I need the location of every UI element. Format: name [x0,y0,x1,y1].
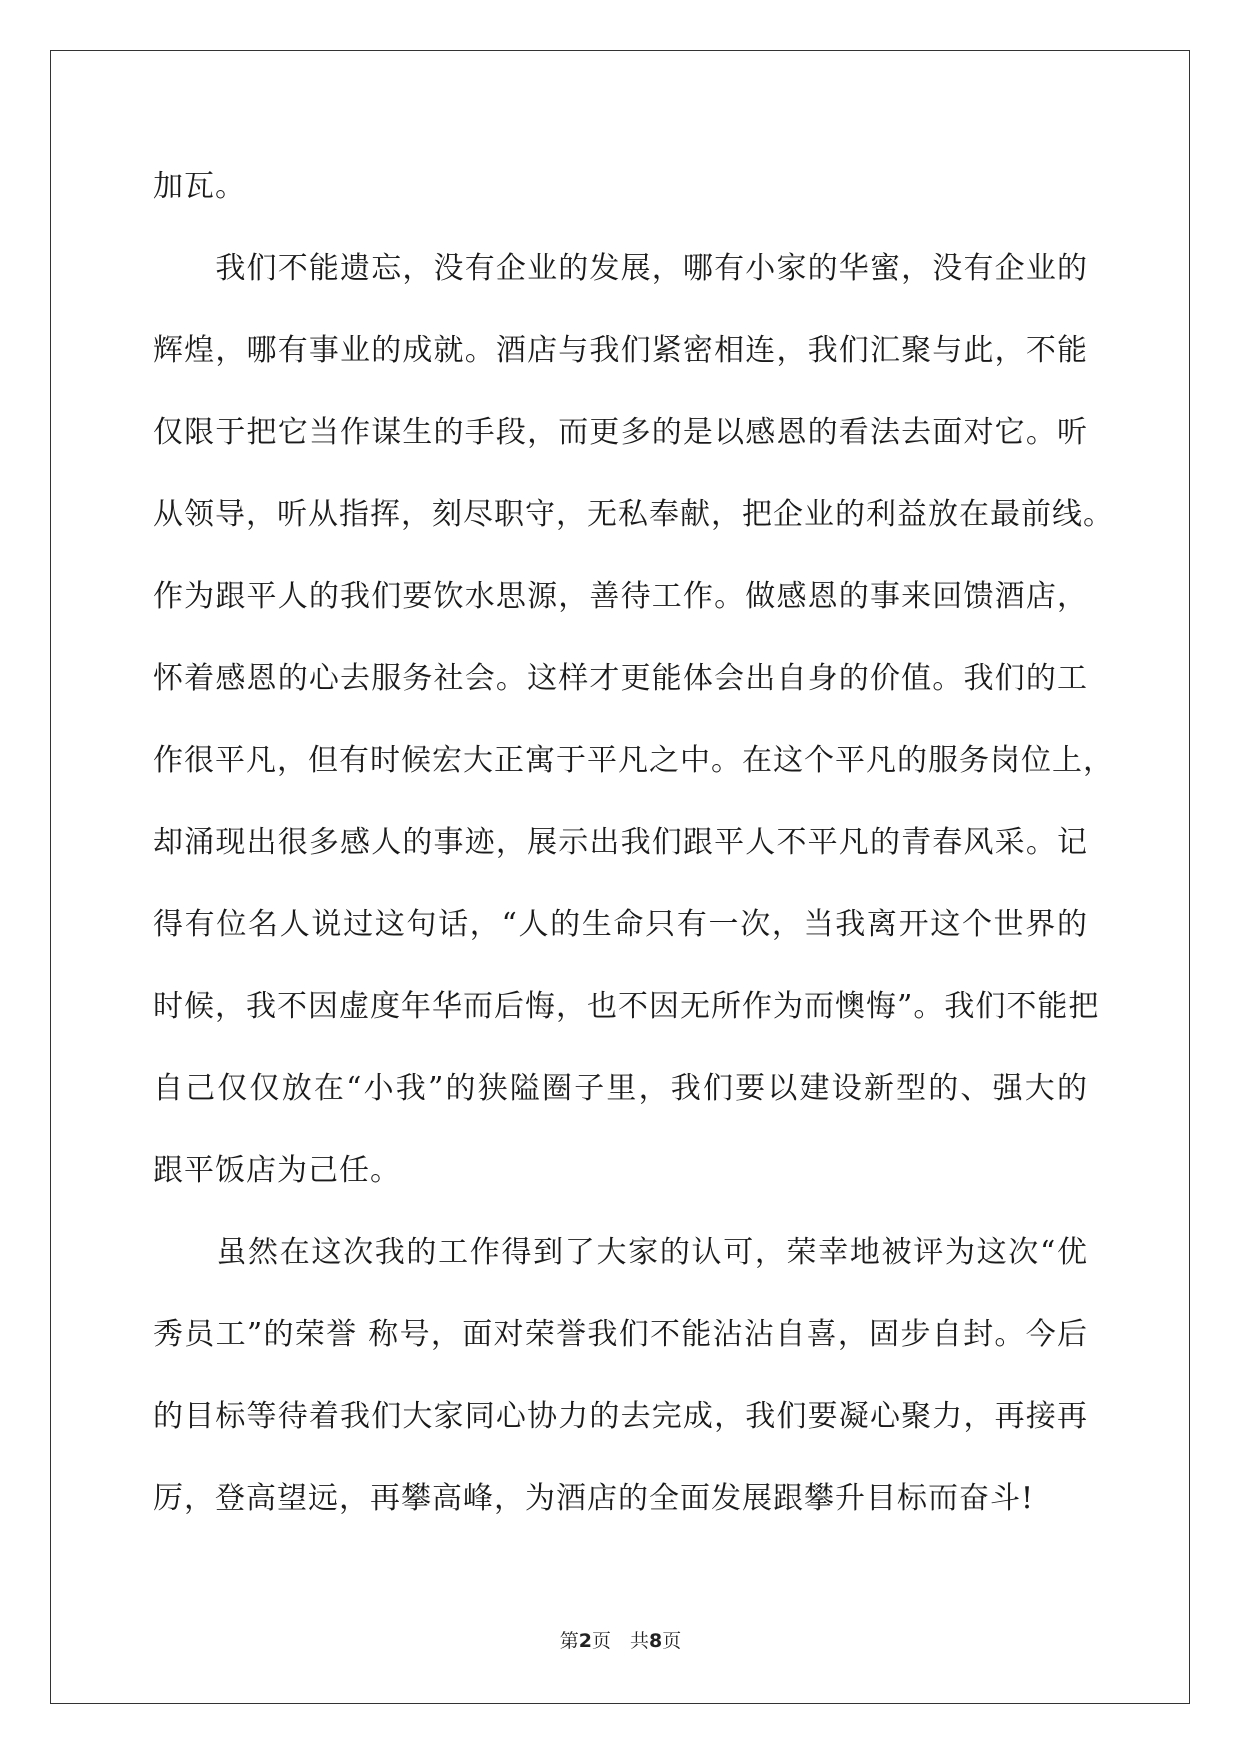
text-line: 时候，我不因虚度年华而后悔，也不因无所作为而懊悔”。我们不能把 [153,989,1100,1024]
text-line: 辉煌，哪有事业的成就。酒店与我们紧密相连，我们汇聚与此，不能 [153,333,1088,368]
text-line: 从领导，听从指挥，刻尽职守，无私奉献，把企业的利益放在最前线。 [153,497,1114,532]
text-line: 跟平饭店为己任。 [153,1153,401,1188]
text-line: 作为跟平人的我们要饮水思源，善待工作。做感恩的事来回馈酒店， [153,579,1088,614]
text-line: 仅限于把它当作谋生的手段，而更多的是以感恩的看法去面对它。听 [153,415,1088,450]
text-line: 加瓦。 [153,169,246,204]
text-line: 自己仅仅放在“小我”的狭隘圈子里，我们要以建设新型的、强大的 [153,1071,1088,1106]
text-line: 作很平凡，但有时候宏大正寓于平凡之中。在这个平凡的服务岗位上， [153,743,1114,778]
page-suffix: 页 [662,1630,682,1652]
page-border [50,50,1190,1704]
current-page-number: 2 [578,1630,592,1652]
text-line: 我们不能遗忘，没有企业的发展，哪有小家的华蜜，没有企业的 [153,251,1088,286]
text-line: 得有位名人说过这句话，“人的生命只有一次，当我离开这个世界的 [153,907,1088,942]
text-line: 怀着感恩的心去服务社会。这样才更能体会出自身的价值。我们的工 [153,661,1088,696]
text-line: 秀员工”的荣誉 称号，面对荣誉我们不能沾沾自喜，固步自封。今后 [153,1317,1088,1352]
page-number-footer [0,1629,1241,1653]
text-line: 厉，登高望远，再攀高峰，为酒店的全面发展跟攀升目标而奋斗! [153,1481,1035,1516]
page-prefix: 第 [559,1630,579,1652]
text-line: 的目标等待着我们大家同心协力的去完成，我们要凝心聚力，再接再 [153,1399,1088,1434]
text-line: 却涌现出很多感人的事迹，展示出我们跟平人不平凡的青春风采。记 [153,825,1088,860]
text-line: 虽然在这次我的工作得到了大家的认可，荣幸地被评为这次“优 [153,1235,1088,1270]
total-page-number: 8 [649,1630,663,1652]
page-mid: 页 共 [591,1630,649,1652]
